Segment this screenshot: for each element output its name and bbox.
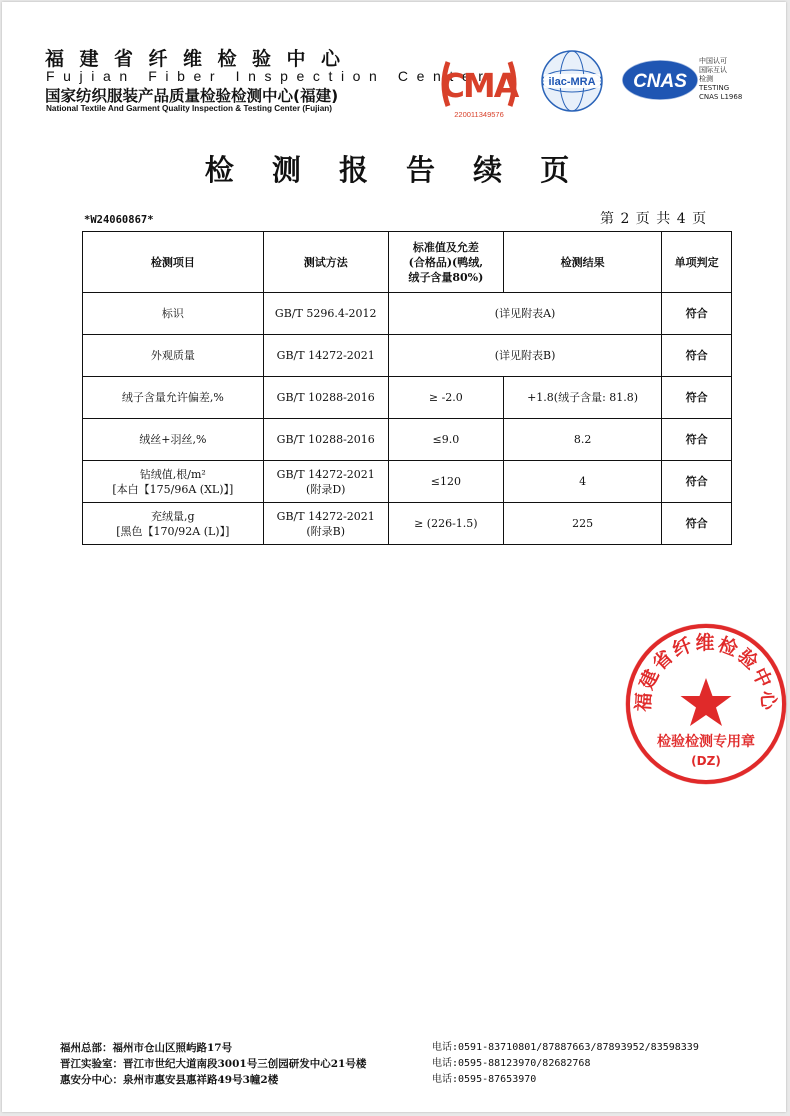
seal-arc-text: 福建省纤维检验中心	[632, 632, 780, 713]
cell-method-main: GB/T 14272-2021	[276, 509, 375, 523]
cell-item-main: 钻绒值,根/m²	[139, 467, 206, 481]
cnas-side-line: 国际互认	[699, 66, 727, 74]
ilac-mra-logo	[538, 49, 606, 113]
cell-judgement: 符合	[662, 503, 732, 545]
cell-judgement: 符合	[662, 461, 732, 503]
seal-code: (DZ)	[691, 754, 721, 768]
footer-phone-line: 电话:0595-87653970	[432, 1074, 537, 1085]
cell-item: 标识	[83, 293, 264, 335]
cnas-side-line: 检测	[699, 75, 713, 83]
cell-standard: ≤120	[388, 461, 503, 503]
document-title: 检 测 报 告 续 页	[204, 153, 584, 187]
cell-judgement: 符合	[662, 335, 732, 377]
footer-phone-line: 电话:0591-83710801/87887663/87893952/83598339	[432, 1042, 699, 1053]
cell-method-main: GB/T 14272-2021	[276, 467, 375, 481]
cnas-side-line: 中国认可	[699, 57, 727, 65]
header-method: 测试方法	[263, 232, 388, 293]
cnas-text: CNAS	[633, 71, 687, 92]
cell-method-sub: (附录D)	[306, 482, 346, 496]
cell-result: 8.2	[503, 419, 661, 461]
report-number: *W24060867*	[84, 214, 154, 226]
footer-phone-line: 电话:0595-88123970/82682768	[432, 1058, 591, 1069]
header-item: 检测项目	[83, 232, 264, 293]
cnas-side-text	[699, 57, 742, 102]
page-indicator: 第 2 页 共 4 页	[600, 211, 708, 227]
footer-addresses	[60, 1040, 366, 1088]
cell-method: GB/T 10288-2016	[263, 419, 388, 461]
cell-method: GB/T 14272-2021	[263, 335, 388, 377]
header-result: 检测结果	[503, 232, 661, 293]
cell-item	[83, 503, 264, 545]
table-row	[83, 377, 732, 419]
footer-address-line: 晋江实验室：晋江市世纪大道南段3001号三创园研发中心21号楼	[60, 1058, 367, 1070]
table-row	[83, 335, 732, 377]
table-header-row	[83, 232, 732, 293]
header-standard-line: 标准值及允差	[412, 240, 479, 254]
cell-result: 4	[503, 461, 661, 503]
footer-phones	[432, 1040, 699, 1088]
cnas-side-line: TESTING	[699, 84, 730, 92]
table-row	[83, 419, 732, 461]
cell-method: GB/T 10288-2016	[263, 377, 388, 419]
table-row	[83, 293, 732, 335]
cell-item	[83, 461, 264, 503]
cell-standard: ≥ (226-1.5)	[388, 503, 503, 545]
cell-item: 绒丝+羽丝,%	[83, 419, 264, 461]
header-standard-line: (合格品)(鸭绒,	[408, 255, 484, 269]
footer-address-line: 福州总部：福州市仓山区照屿路17号	[60, 1042, 233, 1054]
header-judgement: 单项判定	[662, 232, 732, 293]
cnas-side-line: CNAS L1968	[699, 93, 743, 101]
cell-judgement: 符合	[662, 377, 732, 419]
cma-text: CMA	[440, 66, 518, 105]
national-center-en: National Textile And Garment Quality Inspection & Testing Center (Fujian)	[46, 104, 332, 113]
header-standard-line: 绒子含量80%)	[408, 270, 484, 284]
cma-number: 220011349576	[454, 110, 504, 119]
org-name-en: Fujian Fiber Inspection Center	[46, 68, 492, 84]
report-page	[2, 2, 786, 1112]
seal-star-icon	[681, 678, 732, 726]
cell-item-main: 充绒量,g	[151, 509, 195, 523]
table-row	[83, 503, 732, 545]
cell-method: GB/T 5296.4-2012	[263, 293, 388, 335]
table-row	[83, 461, 732, 503]
cell-standard: ≥ -2.0	[388, 377, 503, 419]
cell-method	[263, 461, 388, 503]
results-table	[82, 231, 732, 545]
footer-address-line: 惠安分中心：泉州市惠安县惠祥路49号3幢2楼	[60, 1074, 279, 1086]
ilac-text: ilac-MRA	[548, 76, 596, 88]
cell-method-sub: (附录B)	[306, 524, 346, 538]
header-standard	[388, 232, 503, 293]
cell-item: 外观质量	[83, 335, 264, 377]
cell-standard: ≤9.0	[388, 419, 503, 461]
seal-bottom-text: 检验检测专用章	[657, 734, 755, 750]
cell-item-sub: [本白【175/96A (XL)】]	[112, 482, 234, 496]
official-seal	[622, 620, 790, 788]
cell-result: (详见附表B)	[388, 335, 662, 377]
cell-item-sub: [黑色【170/92A (L)】]	[116, 524, 230, 538]
cell-item: 绒子含量允许偏差,%	[83, 377, 264, 419]
cell-judgement: 符合	[662, 293, 732, 335]
cell-judgement: 符合	[662, 419, 732, 461]
cell-result: 225	[503, 503, 661, 545]
org-name-cn: 福建省纤维检验中心	[45, 48, 356, 70]
cell-result: +1.8(绒子含量: 81.8)	[503, 377, 661, 419]
cnas-logo	[620, 58, 700, 102]
national-center-cn: 国家纺织服装产品质量检验检测中心(福建)	[45, 87, 339, 105]
cell-method	[263, 503, 388, 545]
cell-result: (详见附表A)	[388, 293, 662, 335]
